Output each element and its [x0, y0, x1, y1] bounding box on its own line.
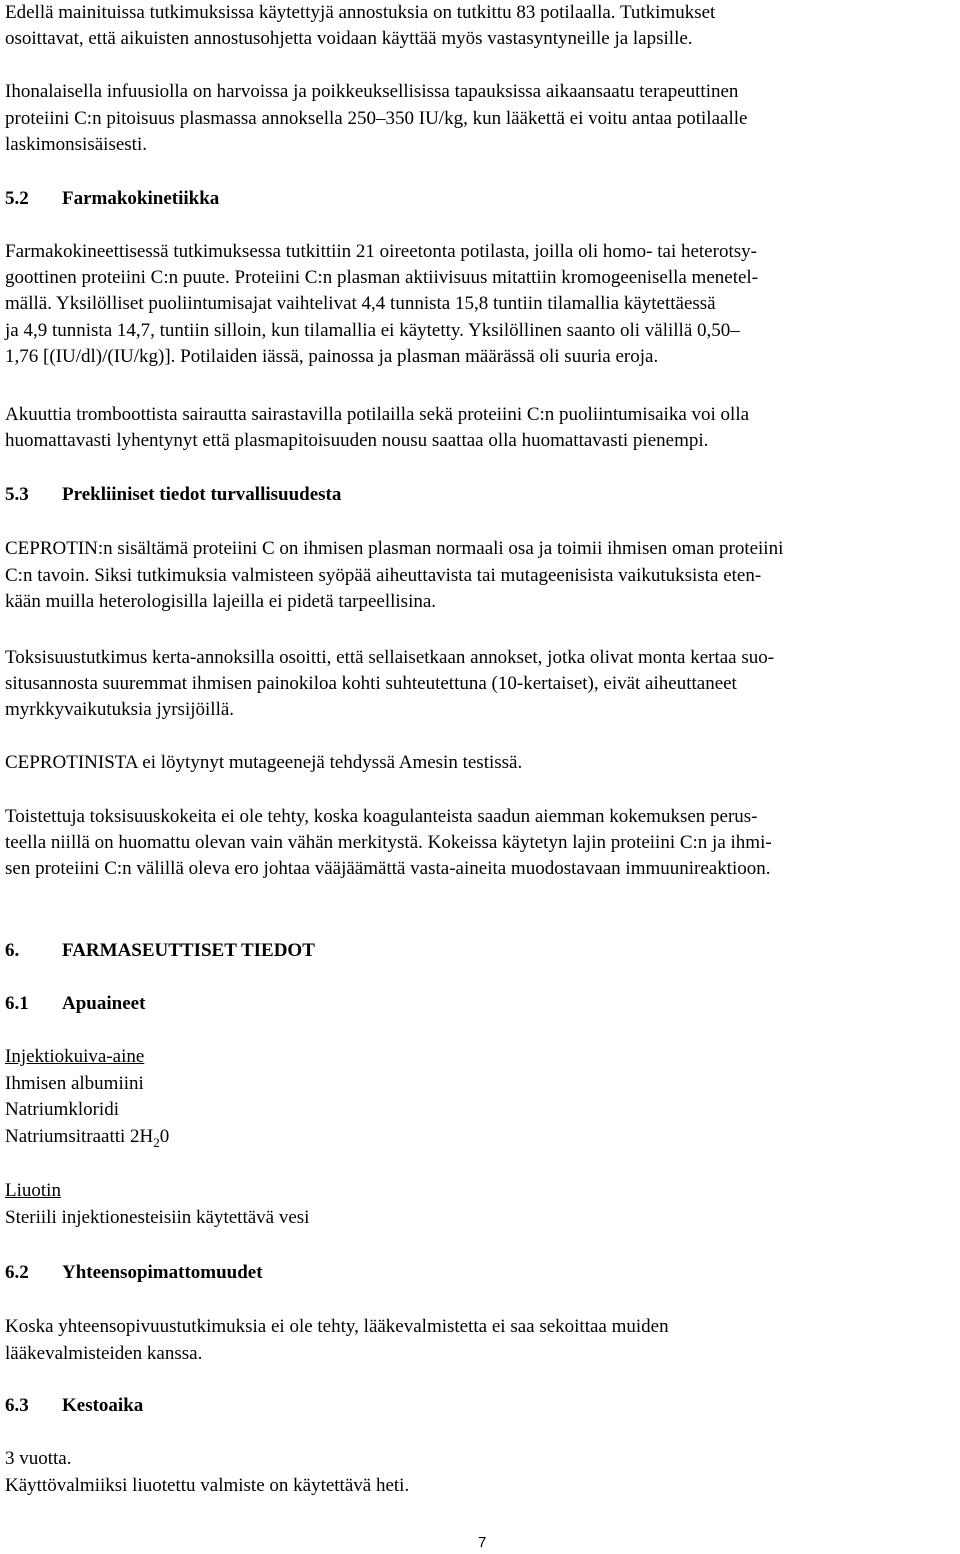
text-line: CEPROTIN:n sisältämä proteiini C on ihmisen plasman normaali osa ja toimii ihmisen oman proteiini	[5, 538, 784, 559]
text-line: Farmakokineettisessä tutkimuksessa tutkittiin 21 oireetonta potilasta, joilla oli homo- tai heterotsy-	[5, 241, 757, 262]
section-title: Yhteensopimattomuudet	[62, 1262, 263, 1283]
text-line: proteiini C:n pitoisuus plasmassa annoksella 250–350 IU/kg, kun lääkettä ei voitu antaa potilaalle	[5, 108, 748, 129]
text-line: mällä. Yksilölliset puoliintumisajat vaihtelivat 4,4 tunnista 15,8 tuntiin tilamallia käytettäessä	[5, 293, 716, 314]
section-number: 5.3	[5, 484, 29, 505]
section-heading-5-3	[5, 482, 341, 508]
text-line: laskimonsisäisesti.	[5, 134, 147, 155]
text-line: lääkevalmisteiden kanssa.	[5, 1343, 203, 1364]
text-line: situsannosta suuremmat ihmisen painokiloa kohti suhteutettuna (10-kertaiset), eivät aiheuttaneet	[5, 673, 737, 694]
text-line: Koska yhteensopivuustutkimuksia ei ole tehty, lääkevalmistetta ei saa sekoittaa muiden	[5, 1316, 669, 1337]
text-line: Akuuttia tromboottista sairautta sairastavilla potilailla sekä proteiini C:n puoliintumisaika voi olla	[5, 404, 750, 425]
section-title: FARMASEUTTISET TIEDOT	[62, 940, 315, 961]
section-number: 6.1	[5, 993, 29, 1014]
text-line: Edellä mainituissa tutkimuksissa käytettyjä annostuksia on tutkittu 83 potilaalla. Tutkimukset	[5, 2, 716, 23]
excipient-group-heading: Injektiokuiva-aine	[5, 1046, 145, 1067]
section-title: Apuaineet	[62, 993, 146, 1014]
text-line: osoittavat, että aikuisten annostusohjetta voidaan käyttää myös vastasyntyneille ja lapsille.	[5, 28, 693, 49]
text-line: sen proteiini C:n välillä oleva ero johtaa vääjäämättä vasta-aineita muodostavaan immuunireaktioon.	[5, 858, 771, 879]
section-heading-6-1	[5, 991, 145, 1017]
text-line: Käyttövalmiiksi liuotettu valmiste on käytettävä heti.	[5, 1475, 410, 1496]
section-heading-5-2	[5, 186, 219, 212]
section-title: Prekliiniset tiedot turvallisuudesta	[62, 484, 342, 505]
page-number: 7	[478, 1534, 487, 1551]
text-line: myrkkyvaikutuksia jyrsijöillä.	[5, 699, 235, 720]
excipient-item: Natriumsitraatti $2H_20$	[5, 1126, 170, 1150]
section-title: Kestoaika	[62, 1395, 144, 1416]
section-heading-6-2	[5, 1260, 263, 1286]
section-heading-6-3	[5, 1393, 143, 1419]
excipient-item: Ihmisen albumiini	[5, 1073, 144, 1094]
text-line: CEPROTINISTA ei löytynyt mutageenejä tehdyssä Amesin testissä.	[5, 752, 523, 773]
section-number: 6.3	[5, 1395, 29, 1416]
text-line: Toistettuja toksisuuskokeita ei ole tehty, koska koagulanteista saadun aiemman kokemuksen perus-	[5, 806, 758, 827]
text-line: Toksisuustutkimus kerta-annoksilla osoitti, että sellaisetkaan annokset, jotka olivat monta kertaa suo-	[5, 647, 775, 668]
section-title: Farmakokinetiikka	[62, 188, 220, 209]
text-line: huomattavasti lyhentynyt että plasmapitoisuuden nousu saattaa olla huomattavasti pienempi.	[5, 430, 709, 451]
excipient-item: Natriumkloridi	[5, 1099, 119, 1120]
section-number: 6.2	[5, 1262, 29, 1283]
text-line: kään muilla heterologisilla lajeilla ei pidetä tarpeellisina.	[5, 591, 437, 612]
excipient-group-heading: Liuotin	[5, 1180, 61, 1201]
excipient-item: Steriili injektionesteisiin käytettävä vesi	[5, 1207, 310, 1228]
text-line: teella niillä on huomattu olevan vain vähän merkitystä. Kokeissa käytetyn lajin proteiini C:n ja ihmi-	[5, 832, 772, 853]
section-heading-6	[5, 938, 315, 964]
text-line: C:n tavoin. Siksi tutkimuksia valmisteen syöpää aiheuttavista tai mutageenisista vaikutuksista eten-	[5, 565, 762, 586]
text-line: goottinen proteiini C:n puute. Proteiini C:n plasman aktiivisuus mitattiin kromogeenisella menetel-	[5, 267, 759, 288]
section-number: 6.	[5, 940, 20, 961]
text-line: ja 4,9 tunnista 14,7, tuntiin silloin, kun tilamallia ei käytetty. Yksilöllinen saanto oli välillä 0,50–	[5, 320, 740, 341]
text-line: 1,76 [(IU/dl)/(IU/kg)]. Potilaiden iässä, painossa ja plasman määrässä oli suuria eroja.	[5, 346, 659, 367]
section-number: 5.2	[5, 188, 29, 209]
text-line: Ihonalaisella infuusiolla on harvoissa ja poikkeuksellisissa tapauksissa aikaansaatu terapeuttinen	[5, 81, 739, 102]
text-line: 3 vuotta.	[5, 1448, 72, 1469]
